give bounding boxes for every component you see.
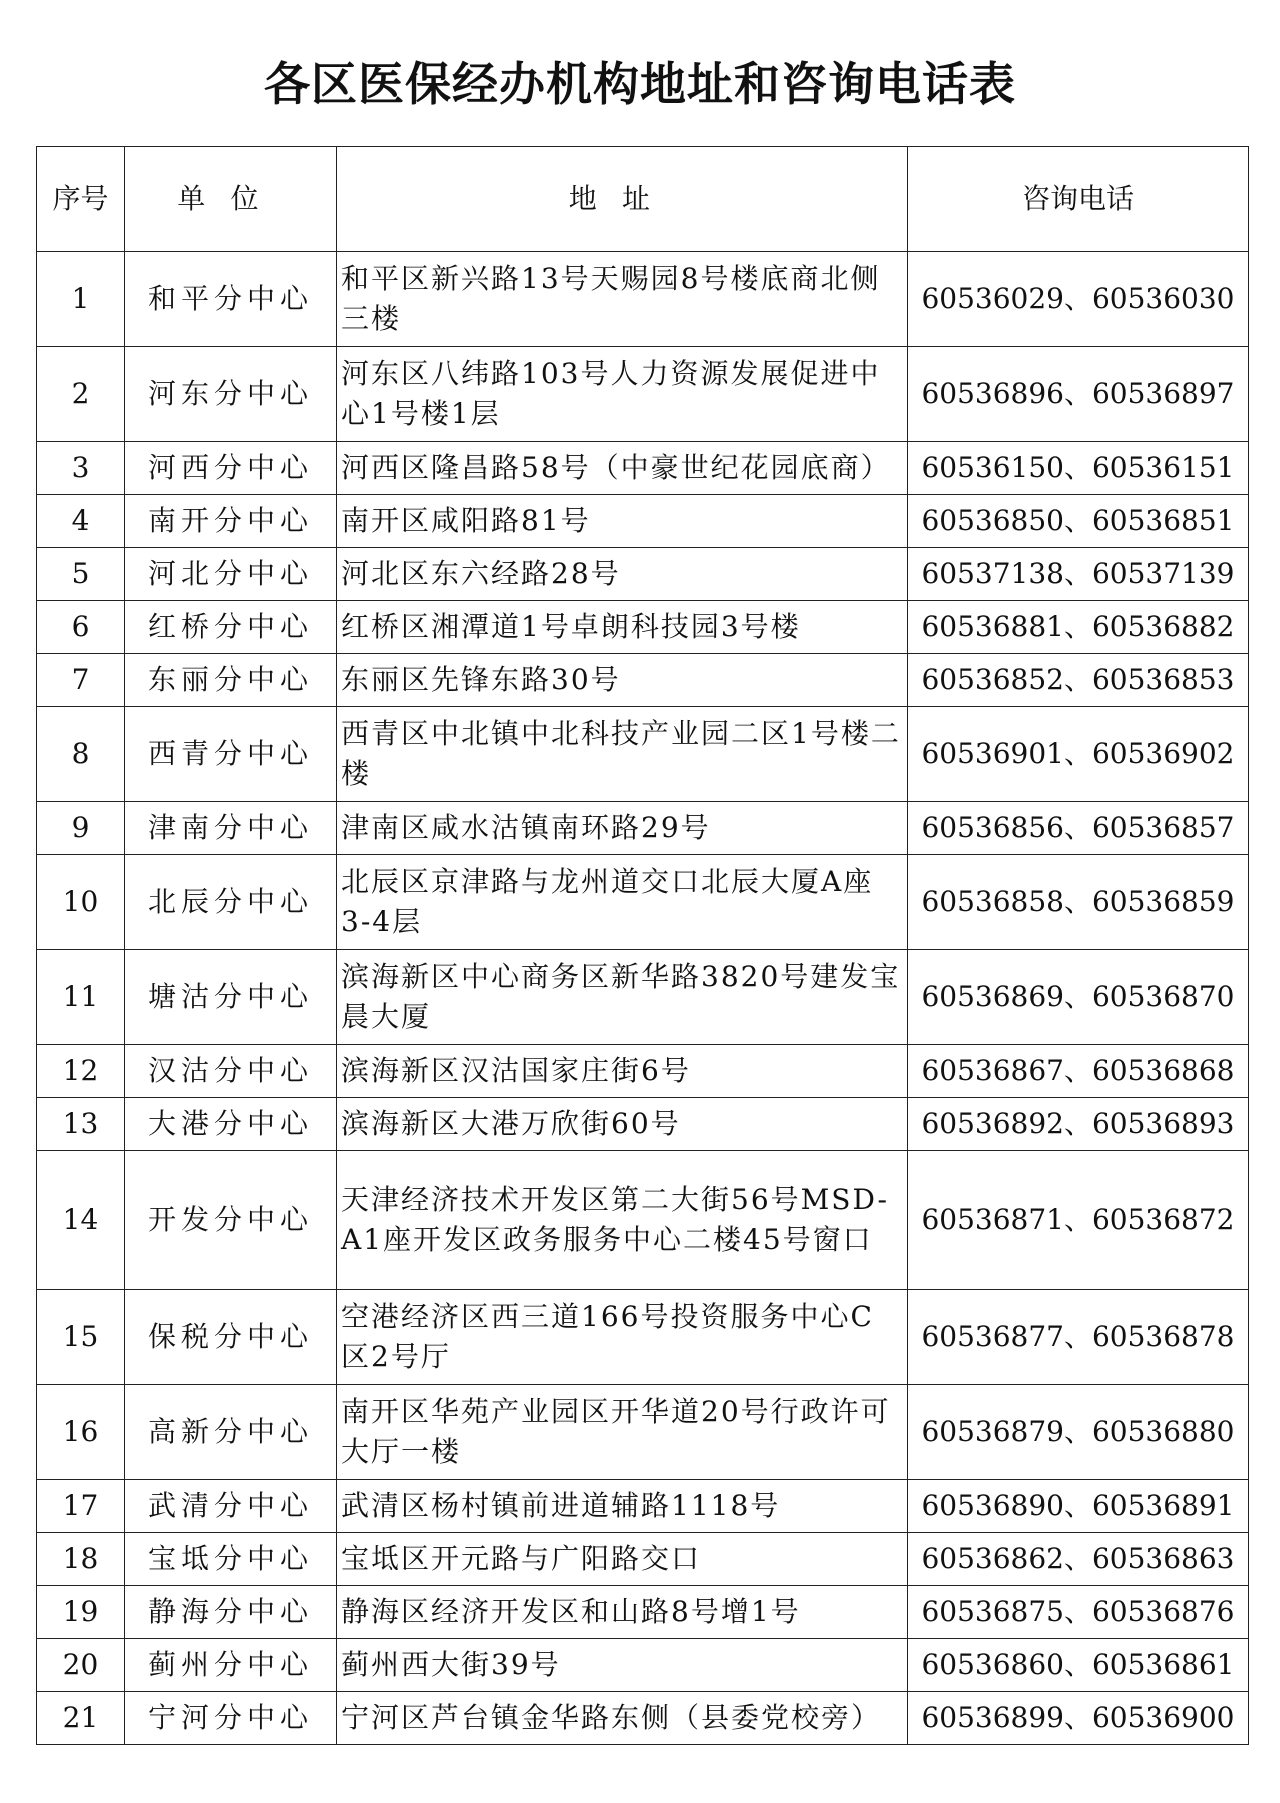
table-header-row <box>37 147 1249 252</box>
table-row <box>37 1151 1249 1290</box>
cell-address: 和平区新兴路13号天赐园8号楼底商北侧三楼 <box>337 252 908 347</box>
cell-unit: 保税分中心 <box>125 1290 337 1385</box>
cell-phone: 60536856、60536857 <box>908 802 1249 855</box>
cell-phone: 60536867、60536868 <box>908 1045 1249 1098</box>
cell-phone: 60536860、60536861 <box>908 1639 1249 1692</box>
cell-address: 滨海新区大港万欣街60号 <box>337 1098 908 1151</box>
cell-no: 11 <box>37 950 125 1045</box>
cell-phone: 60536850、60536851 <box>908 495 1249 548</box>
table-row <box>37 601 1249 654</box>
cell-no: 13 <box>37 1098 125 1151</box>
table-row <box>37 950 1249 1045</box>
cell-no: 14 <box>37 1151 125 1290</box>
cell-no: 19 <box>37 1586 125 1639</box>
cell-address: 滨海新区中心商务区新华路3820号建发宝晨大厦 <box>337 950 908 1045</box>
cell-phone: 60536871、60536872 <box>908 1151 1249 1290</box>
cell-no: 20 <box>37 1639 125 1692</box>
table-row <box>37 252 1249 347</box>
cell-phone: 60536858、60536859 <box>908 855 1249 950</box>
cell-unit: 东丽分中心 <box>125 654 337 707</box>
table-row <box>37 1480 1249 1533</box>
cell-phone: 60536881、60536882 <box>908 601 1249 654</box>
cell-unit: 汉沽分中心 <box>125 1045 337 1098</box>
cell-address: 南开区华苑产业园区开华道20号行政许可大厅一楼 <box>337 1385 908 1480</box>
table-row <box>37 802 1249 855</box>
cell-unit: 北辰分中心 <box>125 855 337 950</box>
cell-phone: 60536869、60536870 <box>908 950 1249 1045</box>
cell-address: 静海区经济开发区和山路8号增1号 <box>337 1586 908 1639</box>
cell-unit: 静海分中心 <box>125 1586 337 1639</box>
cell-address: 空港经济区西三道166号投资服务中心C区2号厅 <box>337 1290 908 1385</box>
cell-unit: 南开分中心 <box>125 495 337 548</box>
table-row <box>37 855 1249 950</box>
cell-phone: 60536899、60536900 <box>908 1692 1249 1745</box>
cell-phone: 60536150、60536151 <box>908 442 1249 495</box>
cell-phone: 60536877、60536878 <box>908 1290 1249 1385</box>
table-row <box>37 1045 1249 1098</box>
cell-phone: 60536879、60536880 <box>908 1385 1249 1480</box>
table-body <box>37 252 1249 1745</box>
table-row <box>37 1639 1249 1692</box>
cell-phone: 60536890、60536891 <box>908 1480 1249 1533</box>
table-row <box>37 1692 1249 1745</box>
header-address: 地址 <box>337 147 908 252</box>
cell-no: 18 <box>37 1533 125 1586</box>
cell-phone: 60536875、60536876 <box>908 1586 1249 1639</box>
cell-unit: 大港分中心 <box>125 1098 337 1151</box>
table-row <box>37 548 1249 601</box>
table-row <box>37 1533 1249 1586</box>
cell-unit: 宝坻分中心 <box>125 1533 337 1586</box>
table-row <box>37 707 1249 802</box>
cell-no: 8 <box>37 707 125 802</box>
cell-address: 宝坻区开元路与广阳路交口 <box>337 1533 908 1586</box>
cell-no: 9 <box>37 802 125 855</box>
cell-address: 津南区咸水沽镇南环路29号 <box>337 802 908 855</box>
cell-phone: 60536029、60536030 <box>908 252 1249 347</box>
cell-no: 3 <box>37 442 125 495</box>
cell-address: 西青区中北镇中北科技产业园二区1号楼二楼 <box>337 707 908 802</box>
cell-unit: 塘沽分中心 <box>125 950 337 1045</box>
table-row <box>37 1586 1249 1639</box>
cell-no: 12 <box>37 1045 125 1098</box>
cell-unit: 蓟州分中心 <box>125 1639 337 1692</box>
cell-unit: 和平分中心 <box>125 252 337 347</box>
table-row <box>37 495 1249 548</box>
cell-unit: 武清分中心 <box>125 1480 337 1533</box>
cell-no: 5 <box>37 548 125 601</box>
cell-address: 河西区隆昌路58号（中豪世纪花园底商） <box>337 442 908 495</box>
cell-unit: 津南分中心 <box>125 802 337 855</box>
cell-no: 21 <box>37 1692 125 1745</box>
cell-no: 6 <box>37 601 125 654</box>
cell-address: 蓟州西大街39号 <box>337 1639 908 1692</box>
cell-no: 17 <box>37 1480 125 1533</box>
cell-address: 南开区咸阳路81号 <box>337 495 908 548</box>
cell-address: 滨海新区汉沽国家庄街6号 <box>337 1045 908 1098</box>
table-row <box>37 347 1249 442</box>
table-row <box>37 654 1249 707</box>
cell-unit: 开发分中心 <box>125 1151 337 1290</box>
cell-address: 河东区八纬路103号人力资源发展促进中心1号楼1层 <box>337 347 908 442</box>
table-row <box>37 442 1249 495</box>
cell-phone: 60536852、60536853 <box>908 654 1249 707</box>
cell-no: 7 <box>37 654 125 707</box>
cell-address: 河北区东六经路28号 <box>337 548 908 601</box>
cell-phone: 60536901、60536902 <box>908 707 1249 802</box>
cell-address: 东丽区先锋东路30号 <box>337 654 908 707</box>
cell-phone: 60536862、60536863 <box>908 1533 1249 1586</box>
header-phone: 咨询电话 <box>908 147 1249 252</box>
header-no: 序号 <box>37 147 125 252</box>
table-row <box>37 1098 1249 1151</box>
cell-no: 16 <box>37 1385 125 1480</box>
cell-address: 武清区杨村镇前进道辅路1118号 <box>337 1480 908 1533</box>
cell-address: 宁河区芦台镇金华路东侧（县委党校旁） <box>337 1692 908 1745</box>
cell-no: 15 <box>37 1290 125 1385</box>
cell-unit: 宁河分中心 <box>125 1692 337 1745</box>
cell-unit: 河北分中心 <box>125 548 337 601</box>
cell-phone: 60536896、60536897 <box>908 347 1249 442</box>
header-unit: 单位 <box>125 147 337 252</box>
cell-phone: 60537138、60537139 <box>908 548 1249 601</box>
cell-no: 2 <box>37 347 125 442</box>
contact-table <box>36 146 1249 1745</box>
cell-phone: 60536892、60536893 <box>908 1098 1249 1151</box>
cell-unit: 河西分中心 <box>125 442 337 495</box>
cell-address: 北辰区京津路与龙州道交口北辰大厦A座3-4层 <box>337 855 908 950</box>
cell-no: 4 <box>37 495 125 548</box>
cell-no: 10 <box>37 855 125 950</box>
table-row <box>37 1290 1249 1385</box>
page-title: 各区医保经办机构地址和咨询电话表 <box>264 57 1016 111</box>
cell-unit: 西青分中心 <box>125 707 337 802</box>
cell-unit: 高新分中心 <box>125 1385 337 1480</box>
cell-no: 1 <box>37 252 125 347</box>
table-row <box>37 1385 1249 1480</box>
cell-unit: 红桥分中心 <box>125 601 337 654</box>
cell-unit: 河东分中心 <box>125 347 337 442</box>
cell-address: 天津经济技术开发区第二大街56号MSD-A1座开发区政务服务中心二楼45号窗口 <box>337 1151 908 1290</box>
cell-address: 红桥区湘潭道1号卓朗科技园3号楼 <box>337 601 908 654</box>
